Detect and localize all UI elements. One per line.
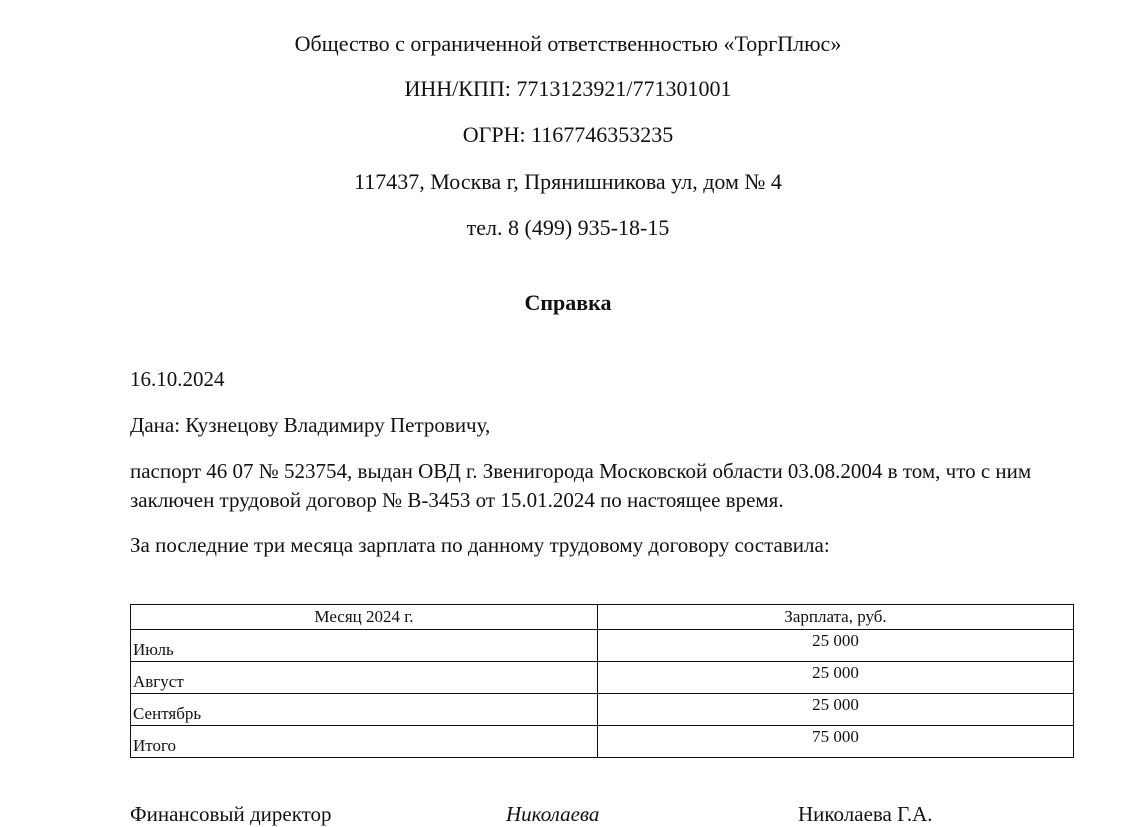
salary-intro: За последние три месяца зарплата по данному трудовому договору составила:	[130, 533, 830, 557]
passport-paragraph: паспорт 46 07 № 523754, выдан ОВД г. Звенигорода Московской области 03.08.2004 в том, что с ним заключен трудовой договор № В-3453 от 15.01.2024 по настоящее время.	[130, 459, 1032, 512]
company-name: Общество с ограниченной ответственностью «ТоргПлюс»	[294, 31, 842, 56]
month-cell: Август	[131, 662, 598, 694]
handwritten-signature: Николаева	[506, 802, 600, 826]
table-row	[131, 662, 1074, 694]
table-row	[131, 694, 1074, 726]
table-row-total	[131, 726, 1074, 758]
inn-kpp: ИНН/КПП: 7713123921/771301001	[404, 76, 732, 101]
column-header-month: Месяц 2024 г.	[131, 605, 598, 630]
amount-cell: 25 000	[598, 630, 1074, 662]
signatory-name: Николаева Г.А.	[798, 802, 933, 826]
document-date: 16.10.2024	[130, 367, 225, 391]
total-amount-cell: 75 000	[598, 726, 1074, 758]
amount-cell: 25 000	[598, 694, 1074, 726]
salary-table	[130, 604, 1074, 758]
table-row	[131, 630, 1074, 662]
table-header-row	[131, 605, 1074, 630]
month-cell: Сентябрь	[131, 694, 598, 726]
total-label-cell: Итого	[131, 726, 598, 758]
signatory-position: Финансовый директор	[130, 802, 332, 826]
amount-cell: 25 000	[598, 662, 1074, 694]
company-phone: тел. 8 (499) 935-18-15	[466, 215, 670, 240]
company-address: 117437, Москва г, Прянишникова ул, дом № 4	[354, 169, 782, 194]
ogrn: ОГРН: 1167746353235	[462, 122, 674, 147]
document-title: Справка	[524, 290, 612, 315]
column-header-salary: Зарплата, руб.	[598, 605, 1074, 630]
month-cell: Июль	[131, 630, 598, 662]
issued-to: Дана: Кузнецову Владимиру Петровичу,	[130, 413, 491, 437]
